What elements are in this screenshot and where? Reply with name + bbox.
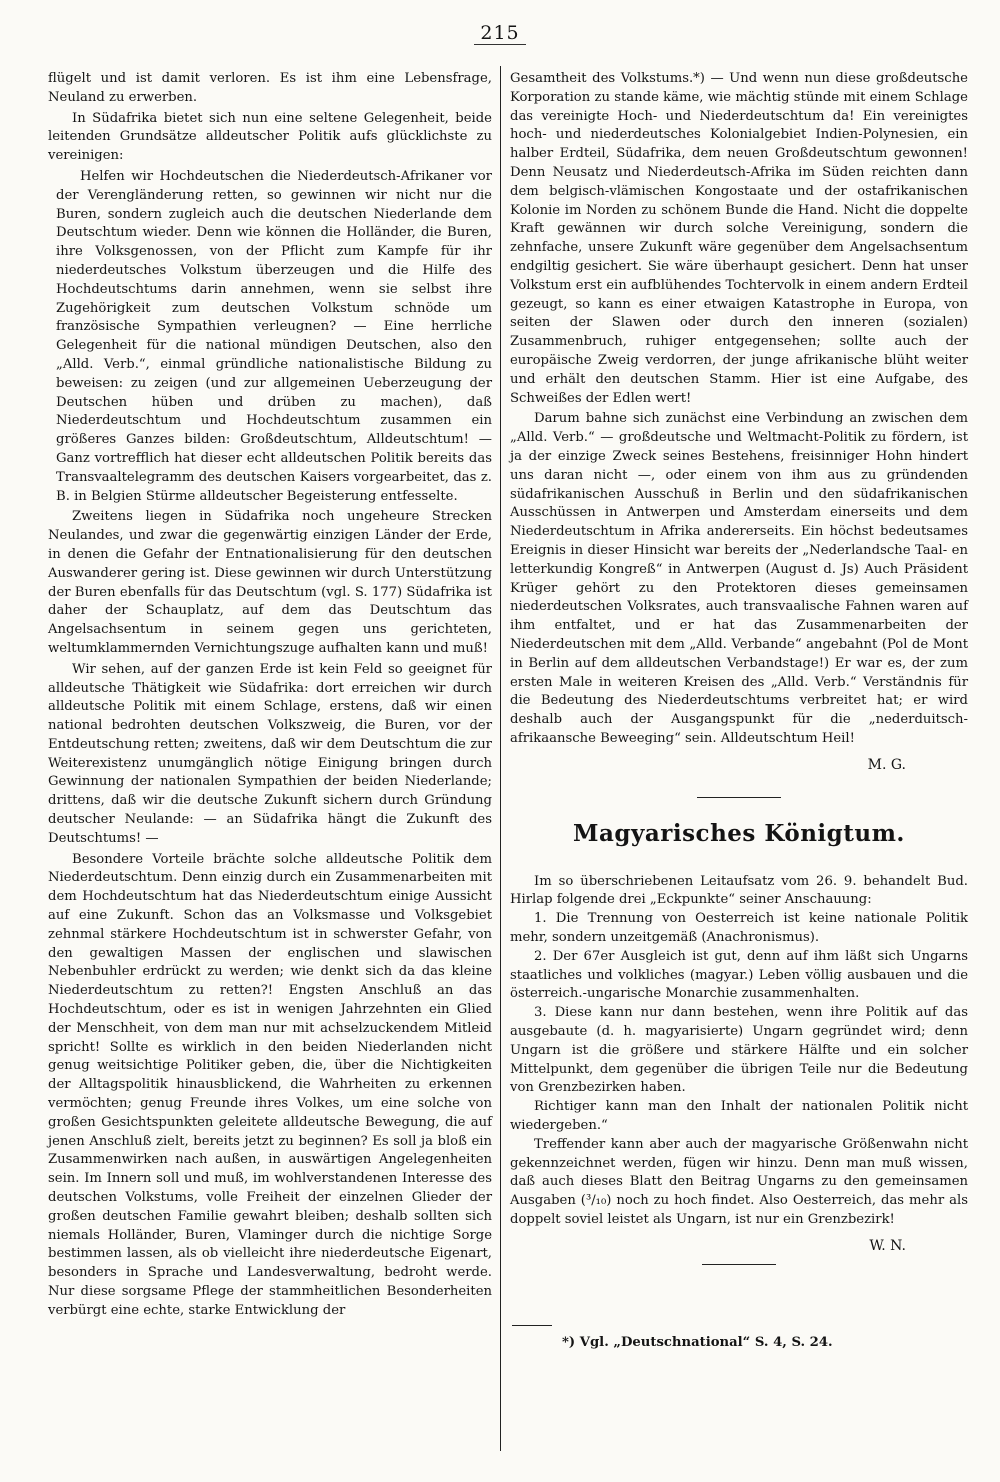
paragraph: Wir sehen, auf der ganzen Erde ist kein Feld so geeignet für alldeutsche Thätigkeit wie Südafrika: dort erreichen wir durch alldeutsche Politik mit einem Schlage, erstens, daß wir einen national bedrohten deutschen Volkszweig, die Buren, vor der Entdeutschung retten; zweitens, daß wir dem Deutschtum die zur Weiterexistenz unumgänglich nötige Einigung bringen durch Gewinnung der nationalen Sympathien der beiden Niederlande; drittens, daß wir die deutsche Zukunft sichern durch Gründung deutscher Neulande: — an Südafrika hängt die Zukunft des Deutschtums! — bbox=[48, 661, 492, 846]
paragraph: In Südafrika bietet sich nun eine seltene Gelegenheit, beide leitenden Grundsätze alldeutscher Politik aufs glücklichste zu vereinigen: bbox=[48, 110, 492, 164]
footnote-rule bbox=[512, 1325, 552, 1326]
divider-rule bbox=[702, 1264, 776, 1265]
signature: M. G. bbox=[867, 756, 906, 773]
paragraph: Treffender kann aber auch der magyarische Größenwahn nicht gekennzeichnet werden, fügen wir hinzu. Denn man muß wissen, daß auch dieses Blatt den Beitrag Ungarns zu den gemeinsamen Ausgaben (³/₁₀) noch zu hoch findet. Also Oesterreich, das mehr als doppelt soviel leistet als Ungarn, ist nur ein Grenzbezirk! bbox=[510, 1136, 968, 1228]
paragraph: flügelt und ist damit verloren. Es ist ihm eine Lebensfrage, Neuland zu erwerben. bbox=[48, 71, 492, 105]
paragraph: Gesamtheit des Volkstums.*) — Und wenn nun diese großdeutsche Korporation zu stande käme, wie mächtig stünde mit einem Schlage das vereinigte Hoch- und Niederdeutschtum da! Ein vereinigtes hoch- und niederdeutsches Kolonialgebiet Indien-Polynesien, ein halber Erdteil, Südafrika, dem neuen Großdeutschtum gewonnen! Denn Neusatz und Niederdeutsch-Afrika im Süden reichten dann dem belgisch-vlämischen Kongostaate und der ostafrikanischen Kolonie im Norden zu schönem Bunde die Hand. Nicht die doppelte Kraft gewännen wir durch solche Vereinigung, sondern die zehnfache, unsere Zukunft wäre gegenüber dem Angelsachsentum endgiltig gesichert. Sie wäre überhaupt gesichert. Denn hat unser Volkstum erst ein aufblühendes Tochtervolk in einem andern Erdteil gezeugt, so kann es einer etwaigen Katastrophe in Europa, von seiten der Slawen oder durch den inneren (sozialen) Zusammenbruch, ruhiger entgegensehen; sollte auch der europäische Zweig verdorren, der junge afrikanische blüht weiter und erhält den deutschen Stamm. Hier ist eine Aufgabe, des Schweißes der Edlen wert! bbox=[510, 71, 968, 406]
divider-rule bbox=[697, 797, 781, 798]
paragraph: Darum bahne sich zunächst eine Verbindung an zwischen dem „Alld. Verb.“ — großdeutsche und Weltmacht-Politik zu fördern, ist ja der einzige Zweck seines Bestehens, freisinniger Hohn hindert uns daran nicht —, oder einem von ihm aus zu gründenden südafrikanischen Ausschuß in Berlin und den südafrikanischen Ausschüssen in Antwerpen und Amsterdam einerseits und dem Niederdeutschtum in Afrika andererseits. Ein höchst bedeutsames Ereignis in dieser Hinsicht war bereits der „Nederlandsche Taal- en letterkundig Kongreß“ in Antwerpen (August d. Js) Auch Präsident Krüger gehört zu den Protektoren dieses gemeinsamen niederdeutschen Volksrates, auch transvaalische Fahnen waren auf ihm entfaltet, und er hat das Zusammenarbeiten der Niederdeutschen mit dem „Alld. Verbande“ angebahnt (Pol de Mont in Berlin auf dem alldeutschen Verbandstage!) Er war es, der zum ersten Male in weiteren Kreisen des „Alld. Verb.“ Verständnis für die Bedeutung des Niederdeutschtums verbreitet hat; er wird deshalb auch der Ausgangspunkt für die „nederduitsch-afrikaansche Beweeging“ sein. Alldeutschtum Heil! bbox=[510, 411, 968, 746]
paragraph: 1. Die Trennung von Oesterreich ist keine nationale Politik mehr, sondern unzeitgemäß (Anachronismus). bbox=[510, 911, 968, 946]
paragraph: 3. Diese kann nur dann bestehen, wenn ihre Politik auf das ausgebaute (d. h. magyarisierte) Ungarn gegründet wird; denn Ungarn ist die größere und stärkere Hälfte und ein solcher Mittelpunkt, dem gegenüber die übrigen Teile nur die Bedeutung von Grenzbezirken haben. bbox=[510, 1005, 968, 1096]
right-column bbox=[510, 70, 968, 1353]
paragraph: Im so überschriebenen Leitaufsatz vom 26. 9. behandelt Bud. Hirlap folgende drei „Eckpunkte“ seiner Anschauung: bbox=[510, 873, 968, 908]
footnote: *) Vgl. „Deutschnational“ S. 4, S. 24. bbox=[562, 1334, 833, 1350]
signature: W. N. bbox=[869, 1237, 906, 1254]
paragraph: Zweitens liegen in Südafrika noch ungeheure Strecken Neulandes, und zwar die gegenwärtig einzigen Länder der Erde, in denen die Gefahr der Entnationalisierung für den deutschen Auswanderer gering ist. Diese gewinnen wir durch Unterstützung der Buren ebenfalls für das Deutschtum (vgl. S. 177) Südafrika ist daher der Schauplatz, auf dem das Deutschtum das Angelsachsentum in seinem gegen uns gerichteten, weltumklammernden Vernichtungszuge aufhalten kann und muß! bbox=[48, 509, 492, 656]
paragraph: Helfen wir Hochdeutschen die Niederdeutsch-Afrikaner vor der Verengländerung retten, so gewinnen wir nicht nur die Buren, sondern zugleich auch die deutschen Niederlande dem Deutschtum wieder. Denn wie können die Holländer, die Buren, ihre Volksgenossen, von der Pflicht zum Kampfe für ihr niederdeutsches Volkstum überzeugen und die Hilfe des Hochdeutschtums darin annehmen, wenn sie selbst ihre Zugehörigkeit zum deutschen Volkstum schnöde um französische Sympathien verleugnen? — Eine herrliche Gelegenheit für die national mündigen Deutschen, also den „Alld. Verb.“, einmal gründliche nationalistische Bildung zu beweisen: zu zeigen (und zur allgemeinen Ueberzeugung der Deutschen hüben und drüben zu machen), daß Niederdeutschtum und Hochdeutschtum zusammen ein größeres Ganzes bilden: Großdeutschtum, Alldeutschtum! — Ganz vortrefflich hat dieser echt alldeutschen Politik bereits das Transvaaltelegramm des deutschen Kaisers vorgearbeitet, das z. B. in Belgien Stürme alldeutscher Begeisterung entfesselte. bbox=[56, 168, 492, 504]
left-column bbox=[48, 70, 492, 1321]
page-number: 215 bbox=[0, 22, 1000, 44]
column-divider bbox=[500, 66, 501, 1451]
paragraph: Richtiger kann man den Inhalt der nationalen Politik nicht wiedergeben.“ bbox=[510, 1099, 968, 1134]
paragraph: Besondere Vorteile brächte solche alldeutsche Politik dem Niederdeutschtum. Denn einzig durch ein Zusammenarbeiten mit dem Hochdeutschtum hat das Niederdeutschtum einige Aussicht auf eine Zukunft. Schon das an Volksmasse und Volksgebiet zehnmal stärkere Hochdeutschtum ist in schwerster Gefahr, von den gewaltigen Massen der englischen und slawischen Nebenbuhler erdrückt zu werden; wie denkt sich da das kleine Niederdeutschtum zu retten?! Engsten Anschluß an das Hochdeutschtum, oder es ist in wenigen Jahrzehnten ein Glied der Menschheit, von dem man nur mit achselzuckendem Mitleid spricht! Sollte es wirklich in den beiden Niederlanden nicht genug weitsichtige Politiker geben, die, über die Nichtigkeiten der Alltagspolitik hinausblickend, die Wahrheiten zu erkennen vermöchten; genug Freunde ihres Volkes, um eine solche von großen Gesichtspunkten geleitete alldeutsche Bewegung, die auf jenen Anschluß zielt, bereits jetzt zu beginnen? Es soll ja bloß ein Zusammenwirken nach außen, in auswärtigen Angelegenheiten sein. Im Innern soll und muß, im wohlverstandenen Interesse des deutschen Volkstums, volle Freiheit der einzelnen Glieder der großen deutschen Familie gewahrt bleiben; deshalb sollten sich niemals Holländer, Buren, Vlaminger durch die nichtige Sorge bestimmen lassen, als ob vielleicht ihre niederdeutsche Eigenart, besonders in Sprache und Landesverwaltung, bedroht werde. Nur diese sorgsame Pflege der stammheitlichen Besonderheiten verbürgt eine echte, starke Entwicklung der bbox=[48, 851, 492, 1318]
section-title: Magyarisches Königtum. bbox=[573, 819, 905, 847]
paragraph: 2. Der 67er Ausgleich ist gut, denn auf ihm läßt sich Ungarns staatliches und volkliches (magyar.) Leben völlig ausbauen und die österreich.-ungarische Monarchie zusammenhalten. bbox=[510, 948, 968, 1002]
